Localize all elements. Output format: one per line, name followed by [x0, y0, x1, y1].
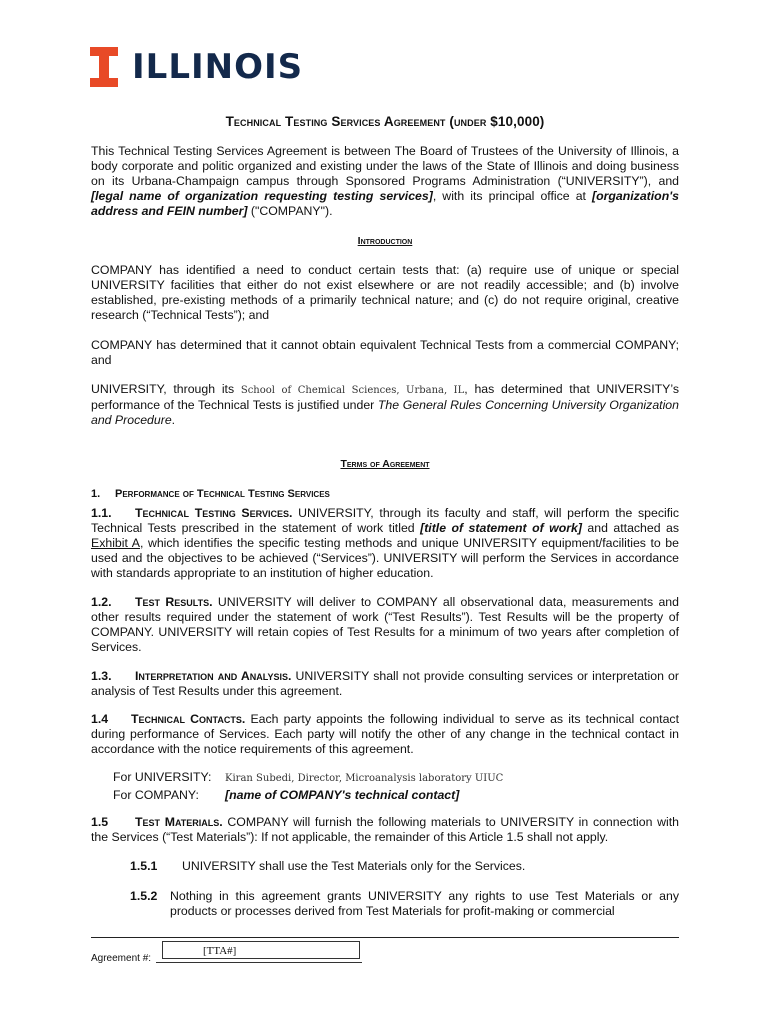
section-1-2: 1.2. Test Results. UNIVERSITY will deliver to COMPANY all observational data, measurements and other results required under the statement of work (“Test Results”). Test Results will be the property of COMPANY. UNIVERSITY will retain copies of Test Results for a minimum of two years after completion of Services. [91, 595, 679, 654]
terms-heading: Terms of Agreement [340, 458, 430, 470]
org-address-placeholder: [organization's address and FEIN number] [91, 189, 679, 218]
section-1-heading: 1. Performance of Technical Testing Services [91, 488, 330, 500]
agreement-number-underline [156, 962, 362, 963]
illinois-logo [90, 46, 303, 88]
company-contact-label: For COMPANY: [113, 788, 199, 802]
section-1-4: 1.4 Technical Contacts. Each party appoints the following individual to serve as its technical contact during performance of Services. Each party will notify the other of any change in the technical contact in accordance with the notice requirements of this agreement. [91, 712, 679, 756]
section-1-1: 1.1. Technical Testing Services. UNIVERSITY, through its faculty and staff, will perform the specific Technical Tests prescribed in the statement of work titled [title of statement of work] and attached as Exhibit A, which identifies the specific testing methods and unique UNIVERSITY equipment/facilities to be used and the objectives to be achieved (“Services”). UNIVERSITY will perform the Services in accordance with standards appropriate to an institution of higher education. [91, 506, 680, 580]
campus-unit: School of Chemical Sciences, Urbana, IL [240, 385, 465, 396]
introduction-heading: Introduction [357, 235, 413, 247]
section-1-5: 1.5 Test Materials. COMPANY will furnish the following materials to UNIVERSITY in connection with the Services (“Test Materials”): If not applicable, the remainder of this Article 1.5 shall not apply. [91, 815, 679, 844]
document-title: Technical Testing Services Agreement (under $10,000) [225, 114, 545, 129]
agreement-number-field[interactable]: [TTA#] [162, 941, 360, 959]
recital-3: UNIVERSITY, through its School of Chemical Sciences, Urbana, IL, has determined that UNIVERSITY’s performance of the Technical Tests is justified under The General Rules Concerning University Organization and Procedure. [91, 382, 679, 427]
section-1-5-1: 1.5.1 UNIVERSITY shall use the Test Materials only for the Services. [130, 859, 526, 873]
technical-contacts [113, 769, 503, 803]
section-1-5-2: 1.5.2 Nothing in this agreement grants UNIVERSITY any rights to use Test Materials or any products or processes derived from Test Materials for profit-making or commercial [130, 889, 679, 918]
intro-paragraph: This Technical Testing Services Agreement is between The Board of Trustees of the University of Illinois, a body corporate and politic organized and existing under the laws of the State of Illinois and doing business on its Urbana-Champaign campus through Sponsored Programs Administration (“UNIVERSITY”), and [legal name of organization requesting testing services], with its principal office at [organization's address and FEIN number] ("COMPANY"). [91, 144, 679, 218]
recital-1: COMPANY has identified a need to conduct certain tests that: (a) require use of unique or special UNIVERSITY facilities that either do not exist elsewhere or are not readily accessible; and (b) involve established, pre-existing methods of a primarily technical nature; and (c) do not require original, creative research (“Technical Tests”); and [91, 263, 679, 322]
footer-divider [91, 937, 679, 938]
university-contact-value: Kiran Subedi, Director, Microanalysis laboratory UIUC [225, 773, 504, 784]
university-contact-row [113, 769, 503, 787]
logo-wordmark: ILLINOIS [132, 47, 304, 87]
org-name-placeholder: [legal name of organization requesting testing services] [91, 189, 433, 203]
university-contact-label: For UNIVERSITY: [113, 770, 212, 784]
exhibit-a-reference: Exhibit A [91, 536, 140, 550]
section-1-3: 1.3. Interpretation and Analysis. UNIVERSITY shall not provide consulting services or interpretation or analysis of Test Results under this agreement. [91, 669, 679, 698]
agreement-number-label: Agreement #: [91, 953, 152, 964]
company-contact-value: [name of COMPANY's technical contact] [225, 788, 460, 802]
block-i-icon [90, 47, 118, 87]
company-contact-row [113, 787, 503, 803]
recital-2: COMPANY has determined that it cannot obtain equivalent Technical Tests from a commercial COMPANY; and [91, 338, 679, 367]
